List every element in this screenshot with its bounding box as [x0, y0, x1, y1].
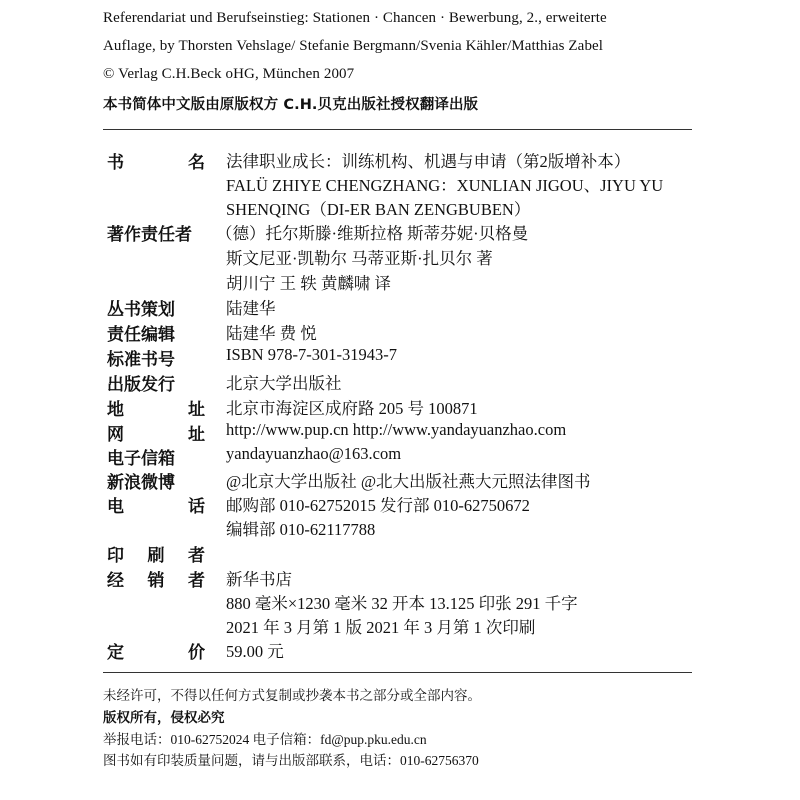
label-isbn: 标准书号 [107, 350, 175, 370]
title-cn: 法律职业成长：训练机构、机遇与申请（第2版增补本） [226, 152, 631, 171]
format-specs: 880 毫米×1230 毫米 32 开本 13.125 印张 291 千字 [226, 594, 578, 613]
title-pinyin-2: SHENQING（DI-ER BAN ZENGBUBEN） [226, 200, 531, 219]
distributor-value: 新华书店 [226, 570, 292, 589]
header-line-4: 本书简体中文版由原版权方 C.H.贝克出版社授权翻译出版 [103, 97, 479, 113]
report-contact: 举报电话：010-62752024 电子信箱：fd@pup.pku.edu.cn [103, 732, 427, 747]
isbn-value: ISBN 978-7-301-31943-7 [226, 345, 397, 364]
rights-reserved: 版权所有，侵权必究 [103, 710, 225, 726]
address-value: 北京市海淀区成府路 205 号 100871 [226, 399, 478, 418]
phone-line-2: 编辑部 010-62117788 [226, 520, 376, 539]
publisher-value: 北京大学出版社 [226, 374, 342, 393]
label-title: 书 名 [107, 153, 205, 173]
weibo-value: @北京大学出版社 @北大出版社燕大元照法律图书 [226, 472, 591, 491]
label-editors: 责任编辑 [107, 325, 175, 345]
authors-line-1: （德）托尔斯滕·维斯拉格 斯蒂芬妮·贝格曼 [216, 224, 529, 243]
bottom-divider [103, 672, 692, 673]
phone-line-1: 邮购部 010-62752015 发行部 010-62750672 [226, 496, 530, 515]
label-weibo: 新浪微博 [107, 473, 175, 493]
translators: 胡川宁 王 轶 黄麟啸 译 [226, 274, 391, 293]
label-address: 地 址 [107, 400, 205, 420]
edition-info: 2021 年 3 月第 1 版 2021 年 3 月第 1 次印刷 [226, 618, 536, 637]
header-line-1: Referendariat und Berufseinstieg: Stationen · Chancen · Bewerbung, 2., erweiterte [103, 10, 607, 26]
email-value: yandayuanzhao@163.com [226, 444, 402, 463]
label-website: 网 址 [107, 425, 205, 445]
label-authors: 著作责任者 [107, 225, 192, 245]
label-series-editor: 丛书策划 [107, 300, 175, 320]
editors-value: 陆建华 费 悦 [226, 324, 317, 343]
label-phone: 电 话 [107, 497, 205, 517]
label-price: 定 价 [107, 643, 205, 663]
price-value: 59.00 元 [226, 642, 284, 661]
label-email: 电子信箱 [107, 449, 175, 469]
authors-line-2: 斯文尼亚·凯勒尔 马蒂亚斯·扎贝尔 著 [226, 249, 493, 268]
label-distributor: 经 销 者 [107, 571, 205, 591]
top-divider [103, 129, 692, 130]
title-pinyin-1: FALÜ ZHIYE CHENGZHANG：XUNLIAN JIGOU、JIYU YU [226, 176, 664, 195]
copy-notice: 未经许可，不得以任何方式复制或抄袭本书之部分或全部内容。 [103, 688, 481, 703]
quality-contact: 图书如有印装质量问题，请与出版部联系，电话：010-62756370 [103, 753, 479, 768]
header-line-3: © Verlag C.H.Beck oHG, München 2007 [103, 66, 355, 82]
series-editor-value: 陆建华 [226, 299, 276, 318]
label-printer: 印 刷 者 [107, 546, 205, 566]
header-line-2: Auflage, by Thorsten Vehslage/ Stefanie Bergmann/Svenia Kähler/Matthias Zabel [103, 38, 604, 54]
website-value: http://www.pup.cn http://www.yandayuanzhao.com [226, 420, 567, 439]
label-publisher: 出版发行 [107, 375, 175, 395]
